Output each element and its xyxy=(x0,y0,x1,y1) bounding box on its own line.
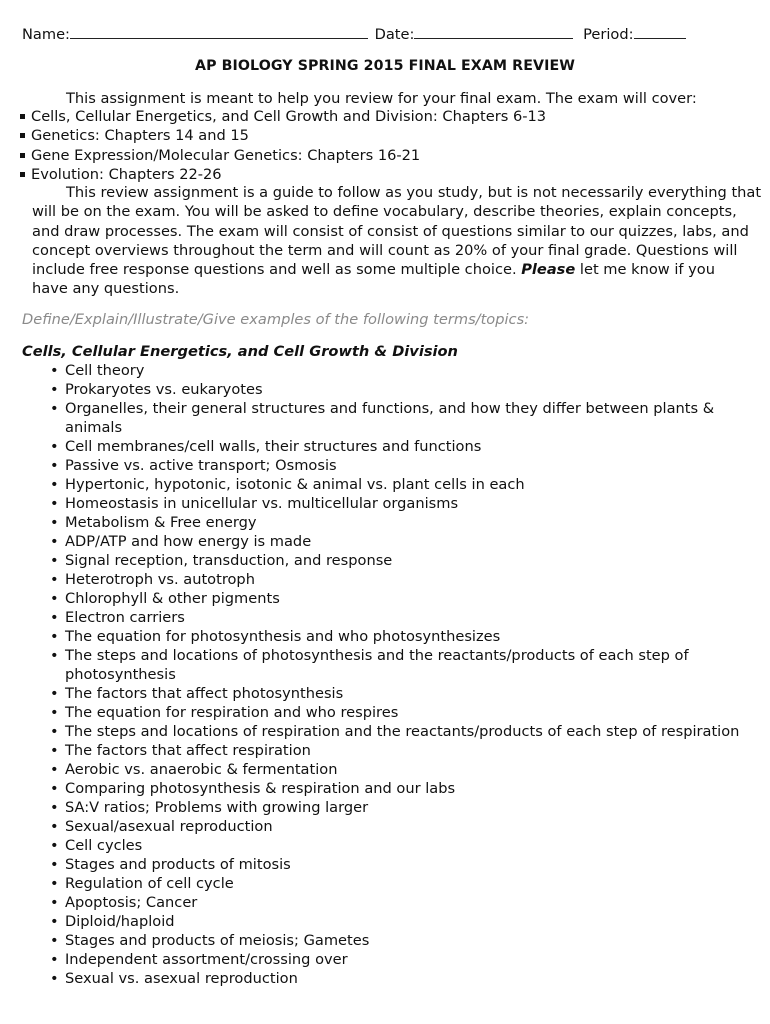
student-info-line xyxy=(22,24,722,44)
bullet-icon: • xyxy=(50,647,59,664)
topic-item xyxy=(50,798,750,817)
coverage-item: Cells, Cellular Energetics, and Cell Growth and Division: Chapters 6-13 xyxy=(20,107,546,126)
topic-text: Independent assortment/crossing over xyxy=(65,951,348,968)
topic-item xyxy=(50,817,750,836)
bullet-icon: • xyxy=(50,514,59,531)
paragraph-line: include free response questions and well as some multiple choice. Please let me know if you xyxy=(32,261,715,279)
topic-item xyxy=(50,551,750,570)
topic-item xyxy=(50,684,750,703)
topics-list xyxy=(50,361,750,988)
topic-item xyxy=(50,608,750,627)
paragraph-line: This review assignment is a guide to follow as you study, but is not necessarily everything that xyxy=(66,184,762,201)
topic-item xyxy=(50,874,750,893)
topic-item xyxy=(50,836,750,855)
topic-text: The factors that affect respiration xyxy=(65,742,311,759)
topic-text: The equation for respiration and who respires xyxy=(65,704,399,721)
section-heading: Cells, Cellular Energetics, and Cell Growth & Division xyxy=(22,343,458,360)
topic-item xyxy=(50,722,750,741)
topic-item xyxy=(50,361,750,380)
bullet-icon: • xyxy=(50,438,59,455)
bullet-icon: • xyxy=(50,932,59,949)
topic-item xyxy=(50,855,750,874)
topic-text: Heterotroph vs. autotroph xyxy=(65,571,255,588)
bullet-icon: • xyxy=(50,875,59,892)
bullet-icon: • xyxy=(50,970,59,987)
square-bullet-icon xyxy=(20,153,25,158)
date-label: Date: xyxy=(374,26,415,43)
bullet-icon: • xyxy=(50,571,59,588)
coverage-item: Genetics: Chapters 14 and 15 xyxy=(20,126,546,145)
bullet-icon: • xyxy=(50,476,59,493)
bullet-icon: • xyxy=(50,685,59,702)
paragraph-line: will be on the exam. You will be asked to define vocabulary, describe theories, explain concepts, xyxy=(32,203,737,221)
topic-item xyxy=(50,779,750,798)
document-title: AP BIOLOGY SPRING 2015 FINAL EXAM REVIEW xyxy=(194,58,575,74)
paragraph-line: and draw processes. The exam will consist of consist of questions similar to our quizzes, labs, and xyxy=(32,222,749,240)
topic-text: Sexual vs. asexual reproduction xyxy=(65,970,298,987)
topic-item xyxy=(50,494,750,513)
topic-text: photosynthesis xyxy=(65,666,176,683)
period-label: Period: xyxy=(583,26,634,43)
name-label: Name: xyxy=(22,26,70,43)
topic-item xyxy=(50,741,750,760)
topic-item xyxy=(50,703,750,722)
bullet-icon: • xyxy=(50,951,59,968)
bullet-icon: • xyxy=(50,552,59,569)
bullet-icon: • xyxy=(50,495,59,512)
topic-text: Aerobic vs. anaerobic & fermentation xyxy=(65,761,338,778)
topic-item xyxy=(50,513,750,532)
topic-item xyxy=(50,532,750,551)
topic-text: Hypertonic, hypotonic, isotonic & animal vs. plant cells in each xyxy=(65,476,525,493)
bullet-icon: • xyxy=(50,362,59,379)
topic-item xyxy=(50,456,750,475)
define-instruction: Define/Explain/Illustrate/Give examples of the following terms/topics: xyxy=(22,311,530,328)
topic-item xyxy=(50,969,750,988)
topic-item xyxy=(50,399,750,437)
square-bullet-icon xyxy=(20,172,25,177)
topic-text: Electron carriers xyxy=(65,609,185,626)
topic-text: The steps and locations of photosynthesis and the reactants/products of each step of xyxy=(65,647,689,664)
bullet-icon: • xyxy=(50,381,59,398)
topic-text: Chlorophyll & other pigments xyxy=(65,590,280,607)
intro-text: This assignment is meant to help you review for your final exam. The exam will cover: xyxy=(66,90,697,107)
bullet-icon: • xyxy=(50,837,59,854)
emphasis-please: Please xyxy=(521,261,576,279)
topic-item xyxy=(50,589,750,608)
topic-text: Cell membranes/cell walls, their structures and functions xyxy=(65,438,482,455)
topic-item xyxy=(50,950,750,969)
bullet-icon: • xyxy=(50,894,59,911)
paragraph-line: have any questions. xyxy=(32,280,180,298)
topic-text: Sexual/asexual reproduction xyxy=(65,818,273,835)
bullet-icon: • xyxy=(50,400,59,417)
topic-text: Cell theory xyxy=(65,362,145,379)
bullet-icon: • xyxy=(50,590,59,607)
bullet-icon: • xyxy=(50,704,59,721)
bullet-icon: • xyxy=(50,533,59,550)
topic-item xyxy=(50,380,750,399)
date-blank[interactable] xyxy=(414,24,573,39)
topic-item xyxy=(50,646,750,684)
bullet-icon: • xyxy=(50,818,59,835)
topic-item xyxy=(50,437,750,456)
topic-text: Passive vs. active transport; Osmosis xyxy=(65,457,337,474)
topic-text: The factors that affect photosynthesis xyxy=(65,685,344,702)
exam-coverage-list xyxy=(20,107,546,184)
topic-text: Stages and products of meiosis; Gametes xyxy=(65,932,370,949)
coverage-item: Gene Expression/Molecular Genetics: Chapters 16-21 xyxy=(20,146,546,165)
bullet-icon: • xyxy=(50,628,59,645)
topic-item xyxy=(50,893,750,912)
bullet-icon: • xyxy=(50,780,59,797)
topic-item xyxy=(50,570,750,589)
bullet-icon: • xyxy=(50,609,59,626)
topic-text: Cell cycles xyxy=(65,837,143,854)
topic-text: Homeostasis in unicellular vs. multicellular organisms xyxy=(65,495,459,512)
topic-item xyxy=(50,931,750,950)
paragraph-line: concept overviews throughout the term and will count as 20% of your final grade. Questions will xyxy=(32,241,738,259)
topic-text: animals xyxy=(65,419,123,436)
topic-text: Signal reception, transduction, and response xyxy=(65,552,393,569)
bullet-icon: • xyxy=(50,761,59,778)
topic-item xyxy=(50,475,750,494)
bullet-icon: • xyxy=(50,856,59,873)
topic-text: Prokaryotes vs. eukaryotes xyxy=(65,381,263,398)
bullet-icon: • xyxy=(50,913,59,930)
topic-text: The equation for photosynthesis and who photosynthesizes xyxy=(65,628,501,645)
topic-text: Comparing photosynthesis & respiration and our labs xyxy=(65,780,456,797)
instructions-paragraph xyxy=(32,183,762,299)
topic-text: Metabolism & Free energy xyxy=(65,514,257,531)
bullet-icon: • xyxy=(50,723,59,740)
topic-text: Diploid/haploid xyxy=(65,913,175,930)
topic-text: SA:V ratios; Problems with growing larger xyxy=(65,799,369,816)
topic-text: Stages and products of mitosis xyxy=(65,856,291,873)
square-bullet-icon xyxy=(20,133,25,138)
bullet-icon: • xyxy=(50,742,59,759)
square-bullet-icon xyxy=(20,114,25,119)
topic-item xyxy=(50,760,750,779)
topic-item xyxy=(50,627,750,646)
bullet-icon: • xyxy=(50,457,59,474)
topic-text: Regulation of cell cycle xyxy=(65,875,234,892)
period-blank[interactable] xyxy=(634,24,686,39)
topic-text: ADP/ATP and how energy is made xyxy=(65,533,312,550)
bullet-icon: • xyxy=(50,799,59,816)
topic-text: The steps and locations of respiration and the reactants/products of each step of respiration xyxy=(65,723,740,740)
topic-item xyxy=(50,912,750,931)
name-blank[interactable] xyxy=(70,24,368,39)
topic-text: Apoptosis; Cancer xyxy=(65,894,198,911)
topic-text: Organelles, their general structures and functions, and how they differ between plants & xyxy=(65,400,715,417)
coverage-item: Evolution: Chapters 22-26 xyxy=(20,165,546,184)
